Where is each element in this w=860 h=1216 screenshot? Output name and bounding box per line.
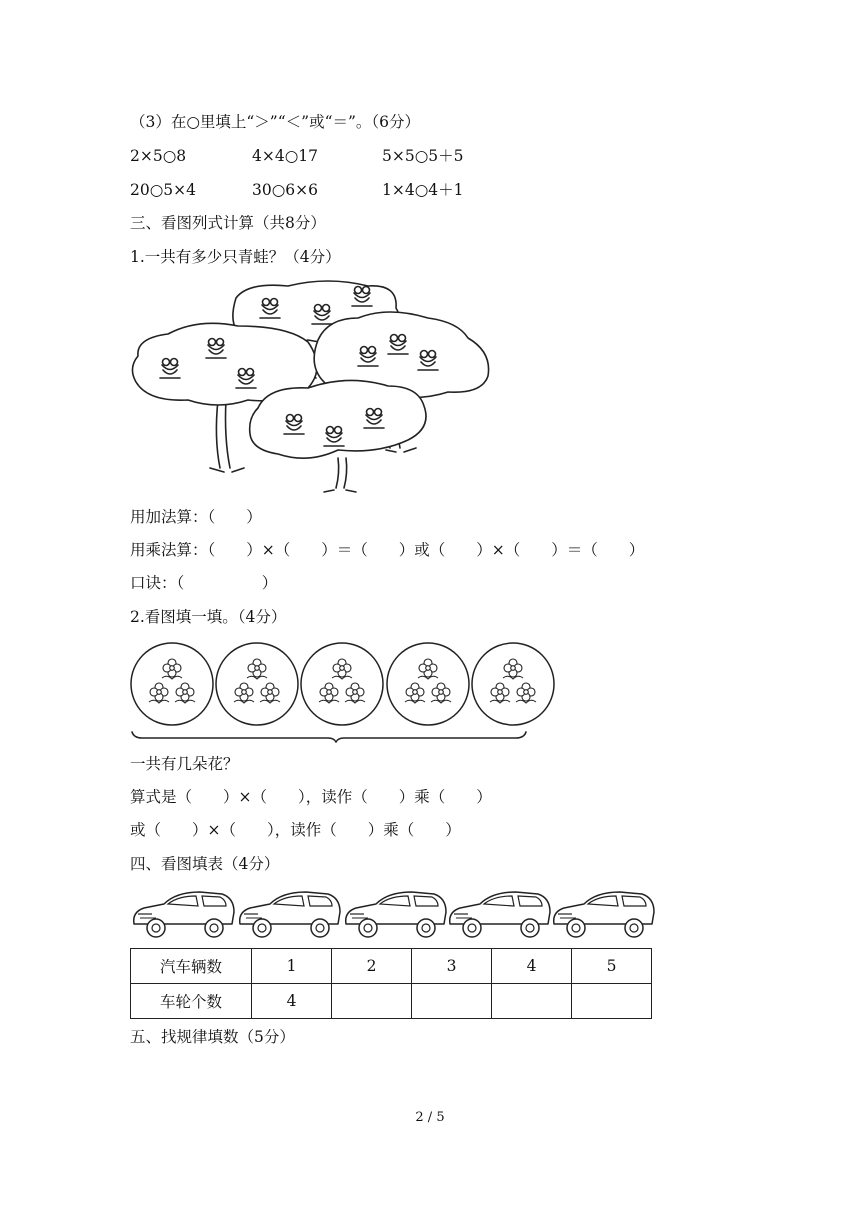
flower-group: [301, 643, 383, 725]
q1-multiplication: 用乘法算：（ ）×（ ）＝（ ）或（ ）×（ ）＝（ ）: [130, 541, 645, 559]
flower-group: [472, 643, 554, 725]
table-cell-blank[interactable]: [332, 984, 412, 1019]
table-cell: 4: [252, 984, 332, 1019]
frogs-lily-pads-illustration: [128, 278, 498, 503]
flower-circles-illustration: [128, 638, 558, 748]
section-three-title: 三、看图列式计算（共8分）: [130, 214, 326, 232]
brace: [132, 732, 526, 742]
q2-question: 一共有几朵花？: [130, 755, 239, 773]
section-four-title: 四、看图填表（4分）: [130, 855, 280, 873]
q1-addition: 用加法算：（ ）: [130, 508, 262, 526]
compare-item: 20○5×4: [130, 181, 196, 199]
table-cell-blank[interactable]: [572, 984, 652, 1019]
compare-instruction: （3）在○里填上“＞”“＜”或“＝”。（6分）: [130, 113, 421, 131]
table-cell-blank[interactable]: [412, 984, 492, 1019]
table-cell: 3: [412, 949, 492, 984]
table-cell: 车轮个数: [131, 984, 252, 1019]
compare-item: 2×5○8: [130, 147, 187, 165]
flower-group: [216, 643, 298, 725]
q1-title: 1.一共有多少只青蛙？（4分）: [130, 248, 341, 266]
car-icon: [240, 892, 340, 937]
q2-formula-a: 算式是（ ）×（ ），读作（ ）乘（ ）: [130, 788, 492, 806]
table-row: [131, 949, 652, 984]
compare-item: 1×4○4＋1: [382, 181, 464, 199]
car-icon: [346, 892, 446, 937]
flower-group: [131, 643, 213, 725]
compare-item: 5×5○5＋5: [382, 147, 464, 165]
compare-item: 30○6×6: [252, 181, 318, 199]
table-cell-blank[interactable]: [492, 984, 572, 1019]
table-row: [131, 984, 652, 1019]
table-cell: 5: [572, 949, 652, 984]
q1-rhyme: 口诀：（ ）: [130, 574, 278, 592]
flower-group: [387, 643, 469, 725]
table-cell: 4: [492, 949, 572, 984]
cars-table: [130, 948, 652, 1019]
table-cell: 1: [252, 949, 332, 984]
cars-illustration: [128, 888, 658, 944]
car-icon: [450, 892, 550, 937]
table-cell: 汽车辆数: [131, 949, 252, 984]
page-number: 2 / 5: [415, 1110, 445, 1125]
section-five-title: 五、找规律填数（5分）: [130, 1028, 295, 1046]
car-icon: [134, 892, 234, 937]
q2-title: 2.看图填一填。（4分）: [130, 608, 287, 626]
car-icon: [554, 892, 654, 937]
table-cell: 2: [332, 949, 412, 984]
compare-item: 4×4○17: [252, 147, 318, 165]
q2-formula-b: 或（ ）×（ ），读作（ ）乘（ ）: [130, 821, 461, 839]
